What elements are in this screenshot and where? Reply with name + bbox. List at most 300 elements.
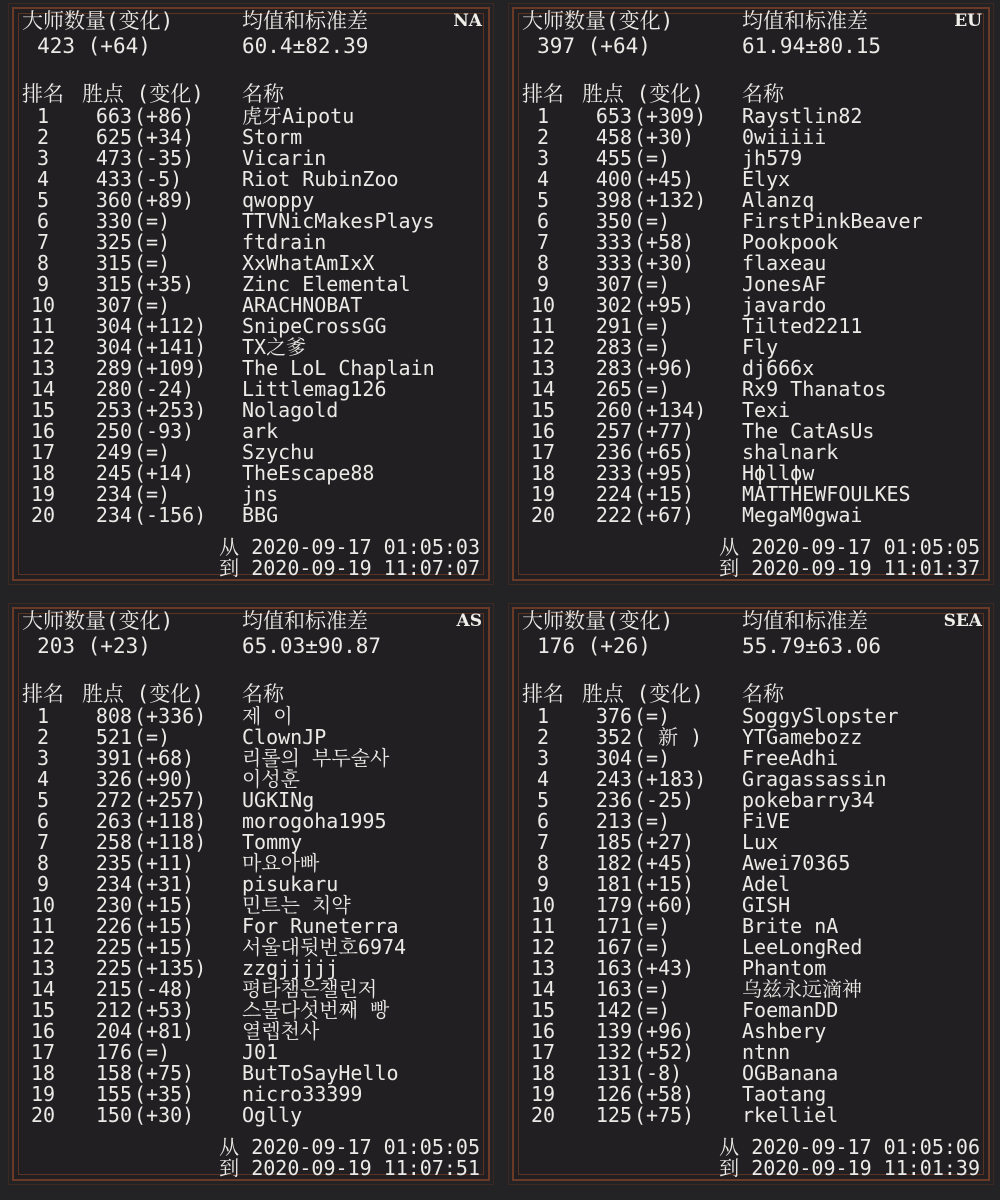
points-cell: 236 [595, 788, 632, 812]
from-label: 从 [719, 535, 740, 559]
player-name-cell: FoemanDD [742, 998, 839, 1022]
ranking-row [514, 400, 984, 421]
rank-cell: 3 [536, 746, 550, 770]
ranking-row [14, 832, 484, 853]
points-cell: 291 [595, 314, 632, 338]
from-timestamp [719, 537, 980, 558]
rank-cell: 4 [536, 767, 550, 791]
rank-cell: 9 [536, 872, 550, 896]
points-cell: 253 [95, 398, 132, 422]
points-change-cell: (=) [634, 335, 671, 359]
points-change-cell: (=) [634, 746, 671, 770]
points-cell: 233 [595, 461, 632, 485]
ranking-row [514, 274, 984, 295]
points-change-cell: (+27) [634, 830, 695, 854]
rank-cell: 18 [30, 1061, 56, 1085]
rank-cell: 11 [30, 314, 56, 338]
ranking-row [514, 253, 984, 274]
points-change-cell: (+109) [134, 356, 207, 380]
points-change-cell: (=) [634, 272, 671, 296]
from-date: 2020-09-17 01:05:05 [751, 535, 980, 559]
points-change-cell: (=) [134, 209, 171, 233]
points-change-cell: (=) [134, 440, 171, 464]
name-column-header: 名称 [242, 682, 284, 706]
points-cell: 391 [95, 746, 132, 770]
player-name-cell: MATTHEWFOULKES [742, 482, 911, 506]
points-cell: 230 [95, 893, 132, 917]
points-cell: 222 [595, 503, 632, 527]
player-name-cell: 열렙천사 [242, 1019, 320, 1043]
rank-cell: 10 [530, 293, 556, 317]
points-cell: 260 [595, 398, 632, 422]
points-cell: 155 [95, 1082, 132, 1106]
points-cell: 225 [95, 935, 132, 959]
rank-cell: 9 [36, 872, 50, 896]
to-timestamp [719, 558, 980, 579]
from-date: 2020-09-17 01:05:03 [251, 535, 480, 559]
rank-cell: 8 [36, 851, 50, 875]
player-name-cell: SoggySlopster [742, 704, 899, 728]
points-change-cell: (-35) [134, 146, 195, 170]
points-change-cell: (=) [634, 809, 671, 833]
points-change-cell: (+58) [634, 230, 695, 254]
points-cell: 326 [95, 767, 132, 791]
rank-cell: 6 [36, 809, 50, 833]
player-name-cell: JonesAF [742, 272, 827, 296]
rank-cell: 15 [530, 998, 556, 1022]
points-change-cell: (-24) [134, 377, 195, 401]
rank-cell: 13 [30, 356, 56, 380]
points-change-cell: (+53) [134, 998, 195, 1022]
ranking-row [514, 106, 984, 127]
ranking-row [14, 1084, 484, 1105]
ranking-row [14, 937, 484, 958]
ranking-row [514, 1021, 984, 1042]
ranking-row [514, 337, 984, 358]
rank-column-header: 排名 [22, 682, 64, 706]
player-name-cell: Zinc Elemental [242, 272, 411, 296]
master-count-header: 大师数量(变化) [22, 9, 174, 33]
ranking-row [14, 337, 484, 358]
points-cell: 376 [595, 704, 632, 728]
points-change-cell: (=) [634, 935, 671, 959]
ranking-row [14, 505, 484, 526]
rank-cell: 5 [36, 188, 50, 212]
rank-cell: 7 [36, 830, 50, 854]
ranking-row [14, 1063, 484, 1084]
from-label: 从 [219, 535, 240, 559]
ranking-row [514, 706, 984, 727]
points-change-cell: (+34) [134, 125, 195, 149]
rank-cell: 18 [530, 461, 556, 485]
player-name-cell: ARACHNOBAT [242, 293, 363, 317]
points-change-cell: (+75) [134, 1061, 195, 1085]
player-name-cell: javardo [742, 293, 827, 317]
master-count-value: 203 (+23) [37, 634, 151, 658]
points-change-cell: (+65) [634, 440, 695, 464]
points-cell: 225 [95, 956, 132, 980]
points-change-cell: (=) [134, 1040, 171, 1064]
points-change-cell: (+15) [634, 482, 695, 506]
player-name-cell: 민트는 치약 [242, 893, 351, 917]
points-change-cell: (+68) [134, 746, 195, 770]
ranking-row [14, 232, 484, 253]
mean-std-value: 65.03±90.87 [242, 634, 382, 658]
rank-cell: 1 [36, 104, 50, 128]
points-change-cell: (+309) [634, 104, 707, 128]
ranking-row [14, 484, 484, 505]
player-name-cell: ntnn [742, 1040, 791, 1064]
mean-std-value: 61.94±80.15 [742, 34, 882, 58]
ranking-row [14, 148, 484, 169]
from-label: 从 [719, 1135, 740, 1159]
points-change-cell: (+75) [634, 1103, 695, 1127]
points-change-cell: (+336) [134, 704, 207, 728]
points-change-cell: ( 新 ) [634, 725, 703, 749]
points-cell: 142 [595, 998, 632, 1022]
player-name-cell: Littlemag126 [242, 377, 387, 401]
points-change-cell: (+15) [134, 893, 195, 917]
ranking-row [14, 127, 484, 148]
points-change-cell: (+141) [134, 335, 207, 359]
rank-column-header: 排名 [522, 682, 564, 706]
points-change-cell: (+52) [634, 1040, 695, 1064]
player-name-cell: pisukaru [242, 872, 339, 896]
points-change-cell: (=) [134, 482, 171, 506]
leaderboard-panel-as [12, 607, 490, 1181]
rank-cell: 15 [30, 398, 56, 422]
ranking-row [514, 979, 984, 1000]
points-change-cell: (+118) [134, 809, 207, 833]
ranking-row [14, 1000, 484, 1021]
points-cell: 213 [595, 809, 632, 833]
points-cell: 181 [595, 872, 632, 896]
name-column-header: 名称 [742, 682, 784, 706]
leaderboard-panel-na [12, 7, 490, 581]
rank-cell: 6 [536, 209, 550, 233]
player-name-cell: flaxeau [742, 251, 827, 275]
rank-cell: 16 [30, 1019, 56, 1043]
ranking-row [14, 379, 484, 400]
points-cell: 125 [595, 1103, 632, 1127]
rank-cell: 17 [30, 440, 56, 464]
master-count-header: 大师数量(变化) [22, 609, 174, 633]
points-cell: 226 [95, 914, 132, 938]
points-cell: 224 [595, 482, 632, 506]
points-cell: 304 [95, 335, 132, 359]
master-count-header: 大师数量(变化) [522, 609, 674, 633]
ranking-list [514, 706, 984, 1126]
points-change-cell: (=) [634, 146, 671, 170]
rank-cell: 2 [536, 725, 550, 749]
points-change-cell: (=) [634, 977, 671, 1001]
points-change-cell: (+11) [134, 851, 195, 875]
rank-cell: 16 [530, 419, 556, 443]
region-label: SEA [943, 611, 982, 631]
player-name-cell: Gragassassin [742, 767, 887, 791]
ranking-row [514, 769, 984, 790]
points-cell: 249 [95, 440, 132, 464]
player-name-cell: SnipeCrossGG [242, 314, 387, 338]
points-change-cell: (+15) [134, 914, 195, 938]
points-change-cell: (+45) [634, 851, 695, 875]
ranking-row [514, 937, 984, 958]
rank-cell: 20 [530, 1103, 556, 1127]
from-date: 2020-09-17 01:05:06 [751, 1135, 980, 1159]
ranking-row [14, 1105, 484, 1126]
rank-cell: 4 [36, 167, 50, 191]
points-cell: 171 [595, 914, 632, 938]
points-cell: 163 [595, 977, 632, 1001]
points-cell: 455 [595, 146, 632, 170]
ranking-row [14, 874, 484, 895]
player-name-cell: The LoL Chaplain [242, 356, 435, 380]
player-name-cell: ark [242, 419, 279, 443]
ranking-row [14, 442, 484, 463]
player-name-cell: Lux [742, 830, 779, 854]
player-name-cell: For Runeterra [242, 914, 399, 938]
to-label: 到 [719, 556, 740, 580]
ranking-row [514, 463, 984, 484]
points-change-cell: (+112) [134, 314, 207, 338]
to-timestamp [219, 558, 480, 579]
points-change-cell: (+58) [634, 1082, 695, 1106]
rank-cell: 14 [30, 377, 56, 401]
points-cell: 132 [595, 1040, 632, 1064]
points-cell: 258 [95, 830, 132, 854]
to-timestamp [719, 1158, 980, 1179]
points-change-cell: (+35) [134, 1082, 195, 1106]
ranking-row [514, 484, 984, 505]
points-column-header: 胜点 (变化) [82, 82, 204, 106]
rank-cell: 7 [36, 230, 50, 254]
points-change-cell: (+134) [634, 398, 707, 422]
player-name-cell: Rx9 Thanatos [742, 377, 887, 401]
from-date: 2020-09-17 01:05:05 [251, 1135, 480, 1159]
player-name-cell: 0wiiiii [742, 125, 827, 149]
player-name-cell: Phantom [742, 956, 827, 980]
points-change-cell: (+30) [134, 1103, 195, 1127]
ranking-row [14, 400, 484, 421]
rank-cell: 19 [30, 482, 56, 506]
player-name-cell: Pookpook [742, 230, 839, 254]
ranking-row [14, 958, 484, 979]
ranking-row [14, 979, 484, 1000]
points-cell: 333 [595, 251, 632, 275]
points-change-cell: (+43) [634, 956, 695, 980]
points-cell: 150 [95, 1103, 132, 1127]
ranking-row [514, 421, 984, 442]
points-change-cell: (+257) [134, 788, 207, 812]
points-cell: 236 [595, 440, 632, 464]
rank-cell: 13 [30, 956, 56, 980]
rank-cell: 10 [530, 893, 556, 917]
rank-cell: 10 [30, 893, 56, 917]
rank-cell: 12 [530, 335, 556, 359]
points-cell: 333 [595, 230, 632, 254]
rank-cell: 3 [36, 146, 50, 170]
points-column-header: 胜点 (变化) [82, 682, 204, 706]
player-name-cell: Taotang [742, 1082, 827, 1106]
rank-cell: 14 [530, 377, 556, 401]
points-change-cell: (+14) [134, 461, 195, 485]
points-change-cell: (+30) [634, 125, 695, 149]
player-name-cell: nicro33399 [242, 1082, 363, 1106]
points-change-cell: (+183) [634, 767, 707, 791]
ranking-row [14, 916, 484, 937]
name-column-header: 名称 [242, 82, 284, 106]
player-name-cell: TTVNicMakesPlays [242, 209, 435, 233]
rank-cell: 9 [536, 272, 550, 296]
rank-cell: 11 [530, 314, 556, 338]
points-cell: 265 [595, 377, 632, 401]
ranking-row [514, 832, 984, 853]
rank-cell: 7 [536, 830, 550, 854]
player-name-cell: Oglly [242, 1103, 303, 1127]
rank-cell: 15 [30, 998, 56, 1022]
player-name-cell: TX之爹 [242, 335, 307, 359]
ranking-row [514, 358, 984, 379]
ranking-row [514, 169, 984, 190]
player-name-cell: Riot RubinZoo [242, 167, 399, 191]
points-change-cell: (=) [634, 704, 671, 728]
player-name-cell: shalnark [742, 440, 839, 464]
player-name-cell: pokebarry34 [742, 788, 875, 812]
rank-cell: 11 [530, 914, 556, 938]
points-change-cell: (=) [634, 209, 671, 233]
ranking-row [14, 274, 484, 295]
ranking-row [14, 253, 484, 274]
rank-cell: 20 [30, 1103, 56, 1127]
ranking-row [14, 169, 484, 190]
rank-cell: 19 [530, 482, 556, 506]
rank-cell: 15 [530, 398, 556, 422]
points-cell: 185 [595, 830, 632, 854]
player-name-cell: J01 [242, 1040, 279, 1064]
points-change-cell: (+89) [134, 188, 195, 212]
leaderboard-panel-eu [512, 7, 990, 581]
player-name-cell: 제 이 [242, 704, 293, 728]
from-timestamp [219, 537, 480, 558]
player-name-cell: qwoppy [242, 188, 315, 212]
points-cell: 257 [595, 419, 632, 443]
player-name-cell: TheEscape88 [242, 461, 375, 485]
ranking-row [514, 232, 984, 253]
points-cell: 167 [595, 935, 632, 959]
ranking-row [514, 853, 984, 874]
mean-std-header: 均值和标准差 [742, 9, 868, 33]
points-change-cell: (=) [134, 230, 171, 254]
points-cell: 433 [95, 167, 132, 191]
ranking-row [14, 463, 484, 484]
points-cell: 315 [95, 272, 132, 296]
points-change-cell: (-5) [134, 167, 183, 191]
ranking-row [14, 316, 484, 337]
master-count-header: 大师数量(变化) [522, 9, 674, 33]
points-change-cell: (+135) [134, 956, 207, 980]
ranking-row [14, 1042, 484, 1063]
player-name-cell: FreeAdhi [742, 746, 839, 770]
points-cell: 307 [595, 272, 632, 296]
points-cell: 307 [95, 293, 132, 317]
ranking-row [14, 727, 484, 748]
player-name-cell: 虎牙Aipotu [242, 104, 355, 128]
points-cell: 272 [95, 788, 132, 812]
points-cell: 131 [595, 1061, 632, 1085]
from-timestamp [219, 1137, 480, 1158]
points-cell: 212 [95, 998, 132, 1022]
points-cell: 304 [595, 746, 632, 770]
ranking-row [14, 853, 484, 874]
rank-cell: 14 [530, 977, 556, 1001]
rank-cell: 5 [536, 188, 550, 212]
points-cell: 398 [595, 188, 632, 212]
to-label: 到 [219, 1156, 240, 1180]
points-change-cell: (=) [134, 251, 171, 275]
ranking-row [514, 874, 984, 895]
ranking-row [514, 1105, 984, 1126]
points-change-cell: (+15) [134, 935, 195, 959]
rank-cell: 16 [30, 419, 56, 443]
ranking-list [14, 106, 484, 526]
points-cell: 521 [95, 725, 132, 749]
player-name-cell: Szychu [242, 440, 315, 464]
points-change-cell: (=) [134, 293, 171, 317]
to-label: 到 [219, 556, 240, 580]
points-cell: 280 [95, 377, 132, 401]
points-change-cell: (+86) [134, 104, 195, 128]
ranking-row [514, 190, 984, 211]
points-cell: 283 [595, 356, 632, 380]
rank-cell: 5 [36, 788, 50, 812]
ranking-row [514, 811, 984, 832]
points-cell: 204 [95, 1019, 132, 1043]
player-name-cell: morogoha1995 [242, 809, 387, 833]
to-date: 2020-09-19 11:01:37 [751, 556, 980, 580]
player-name-cell: FiVE [742, 809, 791, 833]
player-name-cell: jns [242, 482, 279, 506]
points-cell: 126 [595, 1082, 632, 1106]
rank-cell: 6 [36, 209, 50, 233]
rank-cell: 2 [536, 125, 550, 149]
rank-cell: 11 [30, 914, 56, 938]
points-cell: 473 [95, 146, 132, 170]
player-name-cell: Texi [742, 398, 791, 422]
points-change-cell: (+77) [634, 419, 695, 443]
ranking-row [14, 706, 484, 727]
ranking-row [514, 1084, 984, 1105]
ranking-row [514, 958, 984, 979]
ranking-row [514, 127, 984, 148]
player-name-cell: Storm [242, 125, 303, 149]
points-column-header: 胜点 (变化) [582, 682, 704, 706]
rank-cell: 14 [30, 977, 56, 1001]
ranking-row [14, 358, 484, 379]
ranking-row [514, 790, 984, 811]
player-name-cell: 리롤의 부두술사 [242, 746, 390, 770]
player-name-cell: YTGamebozz [742, 725, 863, 749]
region-label: EU [954, 11, 982, 31]
rank-cell: 2 [36, 125, 50, 149]
player-name-cell: Ashbery [742, 1019, 827, 1043]
mean-std-value: 55.79±63.06 [742, 634, 882, 658]
master-count-value: 176 (+26) [537, 634, 651, 658]
points-cell: 315 [95, 251, 132, 275]
points-cell: 234 [95, 872, 132, 896]
rank-cell: 9 [36, 272, 50, 296]
player-name-cell: 마요아빠 [242, 851, 320, 875]
from-label: 从 [219, 1135, 240, 1159]
